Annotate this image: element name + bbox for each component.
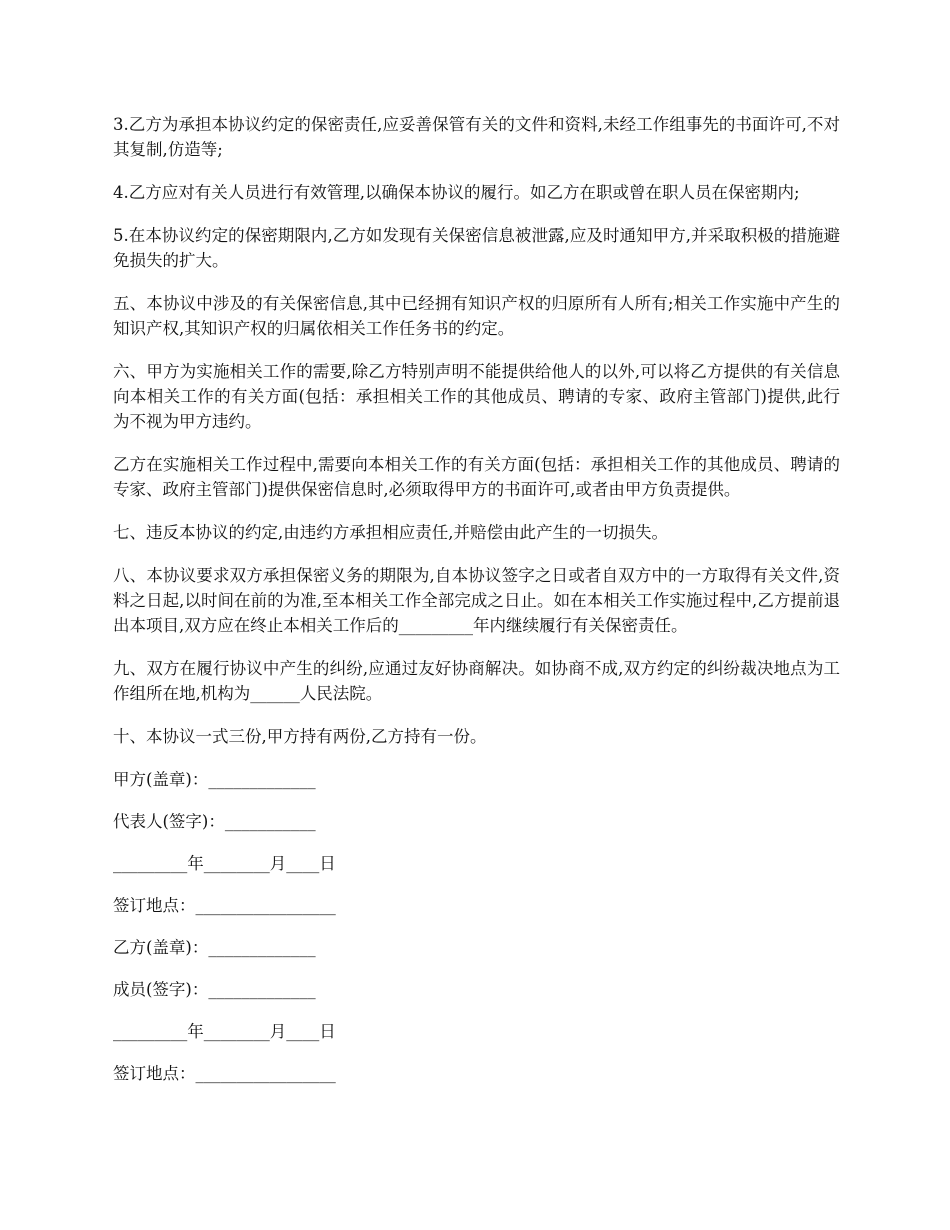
party-b-date-line: _________年________月____日 xyxy=(113,1022,336,1041)
party-a-date-line: _________年________月____日 xyxy=(113,854,336,873)
document-body xyxy=(113,112,840,1103)
section-eight: 八、本协议要求双方承担保密义务的期限为,自本协议签字之日或者自双方中的一方取得有关文件,资料之日起,以时间在前的为准,至本相关工作全部完成之日止。如在本相关工作实施过程中,乙方提前退出本项目,双方应在终止本相关工作后的_________年内继续履行有关保密责任。 xyxy=(113,566,840,635)
section-six-continued: 乙方在实施相关工作过程中,需要向本相关工作的有关方面(包括：承担相关工作的其他成员、聘请的专家、政府主管部门)提供保密信息时,必须取得甲方的书面许可,或者由甲方负责提供。 xyxy=(113,455,840,499)
section-ten: 十、本协议一式三份,甲方持有两份,乙方持有一份。 xyxy=(113,727,487,746)
clause-5: 5.在本协议约定的保密期限内,乙方如发现有关保密信息被泄露,应及时通知甲方,并采取积极的措施避免损失的扩大。 xyxy=(113,226,840,270)
party-a-seal-line: 甲方(盖章)：_____________ xyxy=(113,770,316,789)
section-six: 六、甲方为实施相关工作的需要,除乙方特别声明不能提供给他人的以外,可以将乙方提供的有关信息向本相关工作的有关方面(包括：承担相关工作的其他成员、聘请的专家、政府主管部门)提供,此行为不视为甲方违约。 xyxy=(113,362,840,431)
section-nine: 九、双方在履行协议中产生的纠纷,应通过友好协商解决。如协商不成,双方约定的纠纷裁决地点为工作组所在地,机构为______人民法院。 xyxy=(113,659,840,703)
clause-3: 3.乙方为承担本协议约定的保密责任,应妥善保管有关的文件和资料,未经工作组事先的书面许可,不对其复制,仿造等; xyxy=(113,115,840,159)
party-b-seal-line: 乙方(盖章)：_____________ xyxy=(113,938,316,957)
section-seven: 七、违反本协议的约定,由违约方承担相应责任,并赔偿由此产生的一切损失。 xyxy=(113,523,668,542)
section-five: 五、本协议中涉及的有关保密信息,其中已经拥有知识产权的归原所有人所有;相关工作实施中产生的知识产权,其知识产权的归属依相关工作任务书的约定。 xyxy=(113,294,840,338)
representative-signature-line: 代表人(签字)：___________ xyxy=(113,812,316,831)
clause-4: 4.乙方应对有关人员进行有效管理,以确保本协议的履行。如乙方在职或曾在职人员在保密期内; xyxy=(113,183,800,202)
member-signature-line: 成员(签字)：_____________ xyxy=(113,980,316,999)
party-b-place-line: 签订地点：_________________ xyxy=(113,1064,336,1083)
party-a-place-line: 签订地点：_________________ xyxy=(113,896,336,915)
